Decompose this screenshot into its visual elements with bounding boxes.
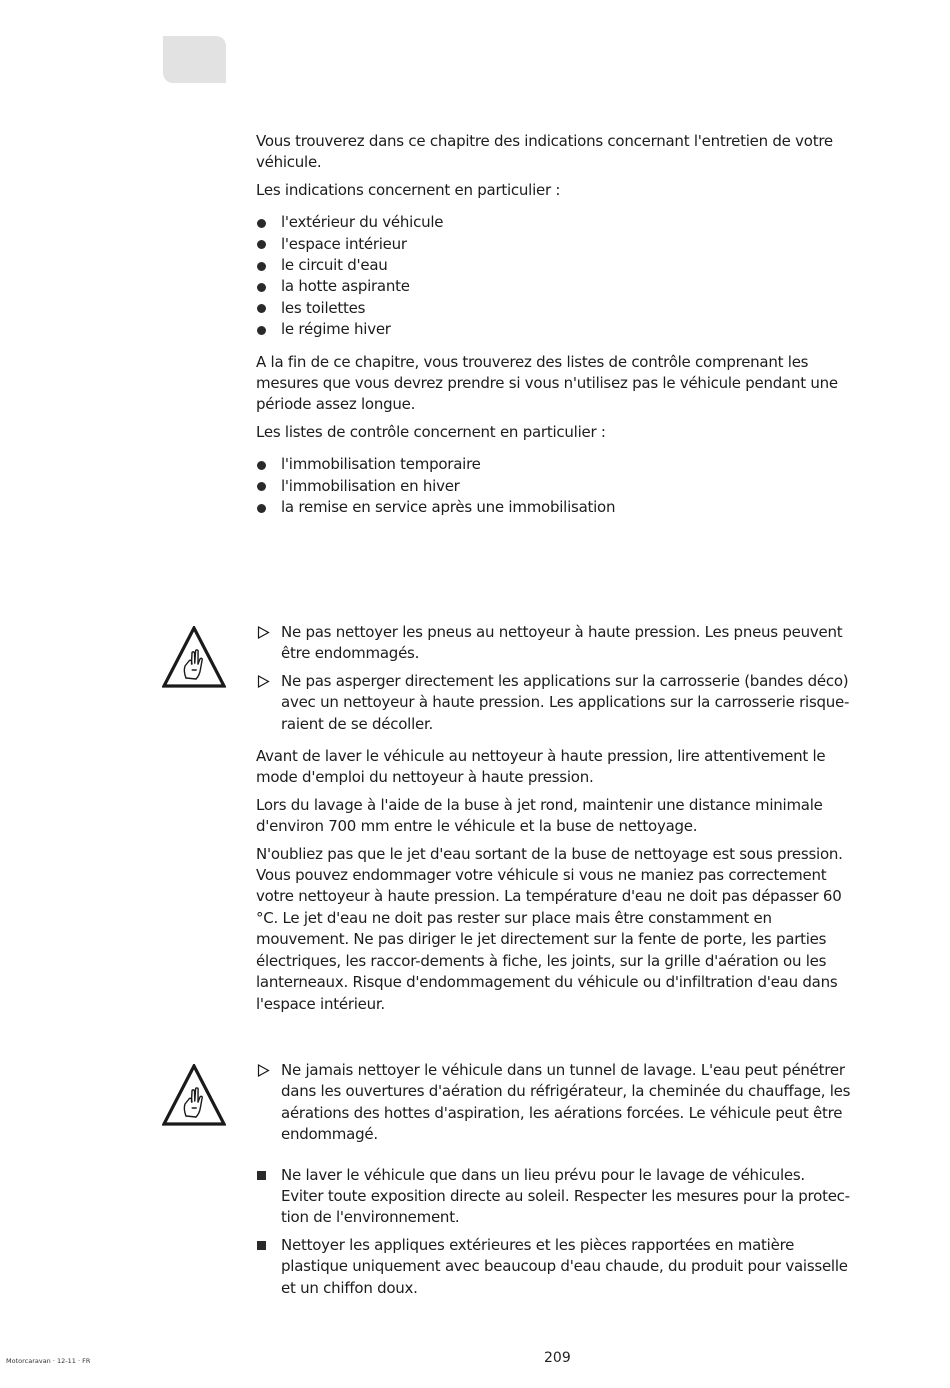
warning-item: Ne pas asperger directement les applications sur la carrosserie (bandes déco) avec un nettoyeur à haute pression. Les applications sur la carrosserie risque-raient de se décoller. (256, 671, 860, 735)
warning-list (256, 1060, 860, 1146)
warning-triangle-hand-icon (162, 626, 226, 688)
bullet-dot-icon (257, 482, 266, 491)
checklist-topic-list (256, 454, 860, 518)
bullet-dot-icon (257, 304, 266, 313)
bullet-dot-icon (257, 504, 266, 513)
checklist-list-lead: Les listes de contrôle concernent en particulier : (256, 422, 606, 441)
intro-topic-list (256, 212, 860, 340)
checklist-paragraph: A la fin de ce chapitre, vous trouverez des listes de contrôle comprenant les mesures que vous devrez prendre si vous n'utilisez pas le véhicule pendant une période assez longue. (256, 352, 838, 414)
instruction-item: Ne laver le véhicule que dans un lieu prévu pour le lavage de véhicules. Eviter toute exposition directe au soleil. Respecter les mesures pour la protec-tion de l'environnement. (256, 1165, 860, 1229)
bullet-dot-icon (257, 240, 266, 249)
list-item: l'immobilisation temporaire (256, 454, 860, 475)
list-item: le circuit d'eau (256, 255, 860, 276)
instruction-list (256, 1165, 860, 1299)
list-item: le régime hiver (256, 319, 860, 340)
bullet-dot-icon (257, 461, 266, 470)
list-item: l'espace intérieur (256, 234, 860, 255)
list-item: les toilettes (256, 298, 860, 319)
bullet-triangle-icon (257, 626, 270, 639)
intro-list-lead: Les indications concernent en particulier : (256, 180, 561, 199)
page-number: 209 (544, 1350, 571, 1366)
bullet-square-icon (257, 1241, 266, 1250)
warning-item: Ne jamais nettoyer le véhicule dans un tunnel de lavage. L'eau peut pénétrer dans les ouvertures d'aération du réfrigérateur, la cheminée du chauffage, les aérations des hottes d'aspiration, les aérations forcées. Le véhicule peut être endommagé. (256, 1060, 860, 1146)
instruction-item: Nettoyer les appliques extérieures et les pièces rapportées en matière plastique uniquement avec beaucoup d'eau chaude, du produit pour vaisselle et un chiffon doux. (256, 1235, 860, 1299)
warning-section-2 (256, 1060, 860, 1299)
nozzle-distance-paragraph: Lors du lavage à l'aide de la buse à jet rond, maintenir une distance minimale d'environ 700 mm entre le véhicule et la buse de nettoyage. (256, 795, 823, 836)
intro-paragraph: Vous trouverez dans ce chapitre des indications concernant l'entretien de votre véhicule. (256, 132, 833, 172)
bullet-dot-icon (257, 283, 266, 292)
bullet-square-icon (257, 1171, 266, 1180)
bullet-triangle-icon (257, 675, 270, 688)
bullet-dot-icon (257, 219, 266, 228)
footer-document-id: Motorcaravan · 12-11 · FR (6, 1357, 91, 1365)
intro-section (256, 131, 860, 519)
list-item: la remise en service après une immobilisation (256, 497, 860, 518)
warning-triangle-hand-icon (162, 1064, 226, 1126)
warning-item: Ne pas nettoyer les pneus au nettoyeur à haute pression. Les pneus peuvent être endommagés. (256, 622, 860, 665)
bullet-dot-icon (257, 326, 266, 335)
chapter-tab-marker (163, 36, 226, 83)
pressure-washing-paragraph: Avant de laver le véhicule au nettoyeur à haute pression, lire attentivement le mode d'emploi du nettoyeur à haute pression. (256, 747, 826, 787)
bullet-dot-icon (257, 262, 266, 271)
bullet-triangle-icon (257, 1064, 270, 1077)
list-item: l'extérieur du véhicule (256, 212, 860, 233)
warning-list (256, 622, 860, 735)
list-item: l'immobilisation en hiver (256, 476, 860, 497)
list-item: la hotte aspirante (256, 276, 860, 297)
water-jet-paragraph: N'oubliez pas que le jet d'eau sortant de la buse de nettoyage est sous pression. Vous pouvez endommager votre véhicule si vous ne maniez pas correctement votre nettoyeur à haute pression. La température d'eau ne doit pas dépasser 60 °C. Le jet d'eau ne doit pas rester sur place mais être constamment en mouvement. Ne pas diriger le jet directement sur la fente de porte, les parties électriques, les raccor-dements à fiche, les joints, sur la grille d'aération ou les lanterneaux. Risque d'endommagement du véhicule ou d'infiltration d'eau dans l'espace intérieur. (256, 844, 843, 1013)
warning-section-1 (256, 622, 860, 1015)
